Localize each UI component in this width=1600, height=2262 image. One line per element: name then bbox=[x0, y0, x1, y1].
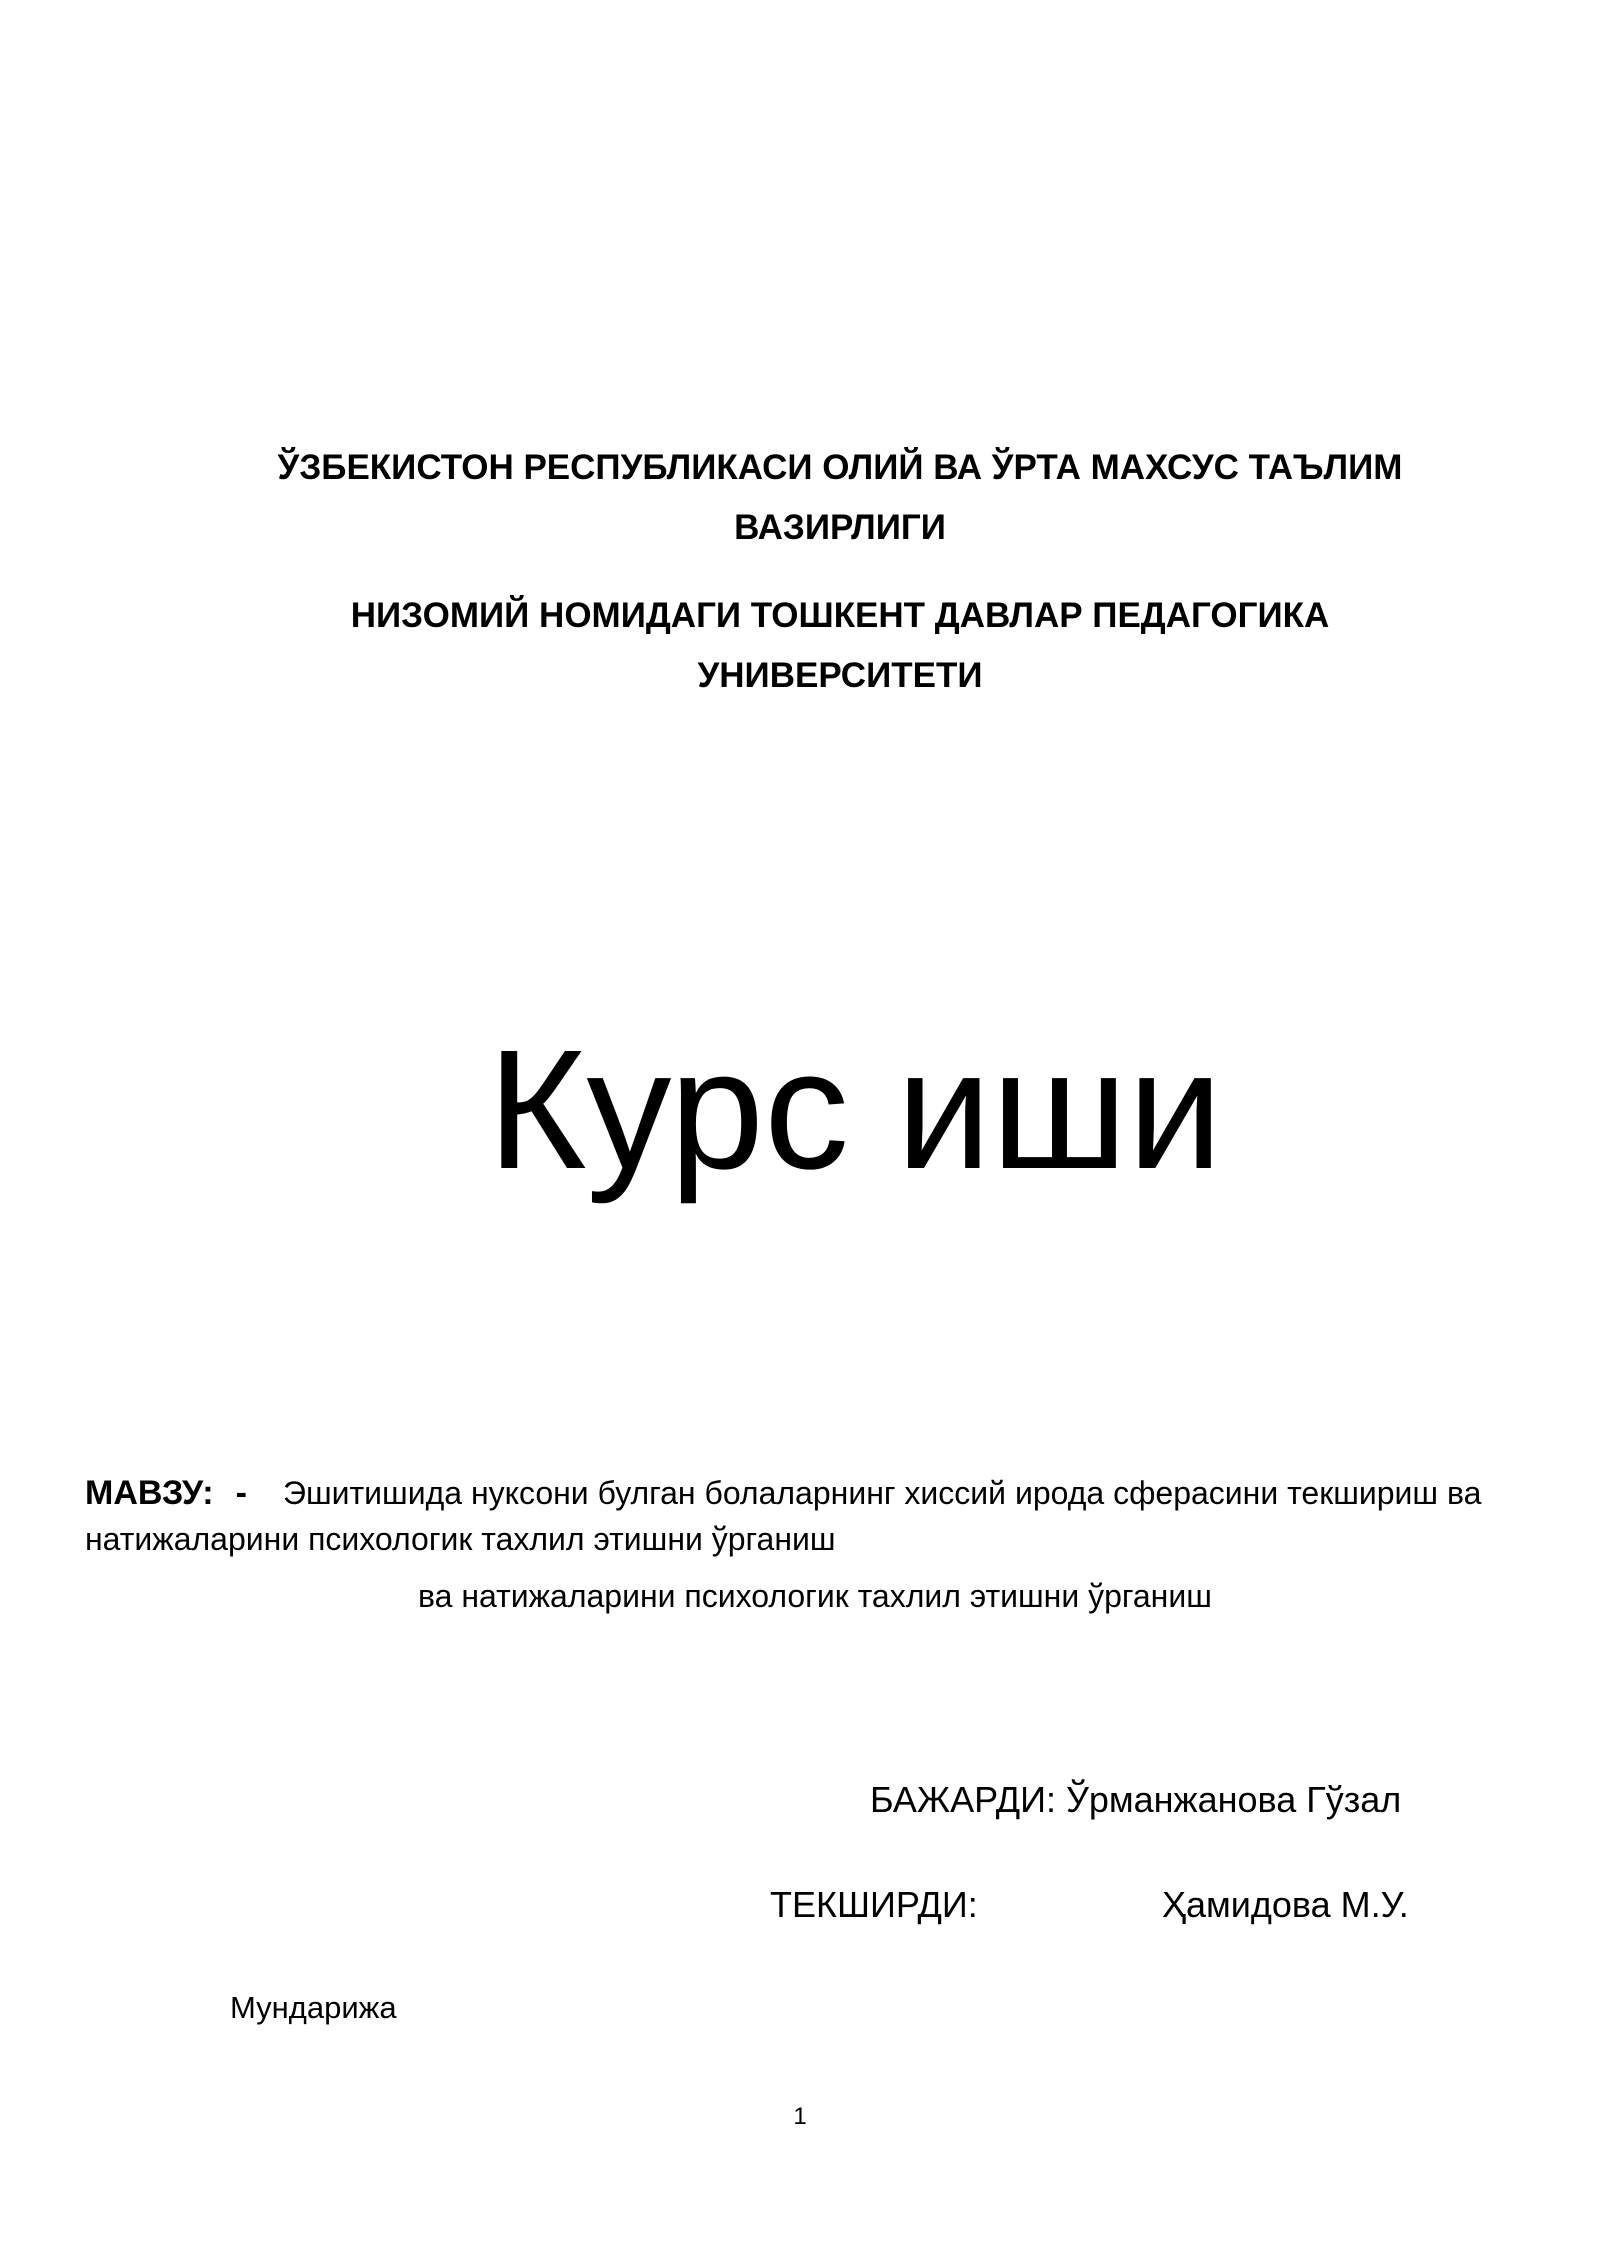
topic-separator: - bbox=[235, 1474, 247, 1512]
university-heading-line1: НИЗОМИЙ НОМИДАГИ ТОШКЕНТ ДАВЛАР ПЕДАГОГИКА bbox=[350, 596, 1330, 635]
ministry-heading bbox=[180, 438, 1500, 558]
done-by-line: БАЖАРДИ: Ўрманжанова Гўзал bbox=[870, 1779, 1402, 1820]
topic-repeat-line: ва натижаларини психологик тахлил этишни ўрганиш bbox=[418, 1578, 1212, 1614]
topic-paragraph bbox=[85, 1470, 1565, 1562]
document-title: Курс иши bbox=[487, 1015, 1223, 1205]
ministry-heading-line2: ВАЗИРЛИГИ bbox=[734, 508, 946, 547]
table-of-contents-heading: Мундарижа bbox=[230, 1990, 397, 2025]
university-heading bbox=[180, 586, 1500, 706]
page-number: 1 bbox=[793, 2103, 807, 2130]
checked-by-name: Ҳамидова М.У. bbox=[1162, 1884, 1409, 1925]
topic-label: МАВЗУ: bbox=[85, 1474, 214, 1512]
ministry-heading-line1: ЎЗБЕКИСТОН РЕСПУБЛИКАСИ ОЛИЙ ВА ЎРТА МАХСУС ТАЪЛИМ bbox=[277, 448, 1403, 487]
university-heading-line2: УНИВЕРСИТЕТИ bbox=[697, 656, 983, 695]
topic-text: Эшитишида нуксони булган болаларнинг хиссий ирода сферасини текшириш ва натижаларини психологик тахлил этишни ўрганиш bbox=[85, 1475, 1482, 1557]
checked-by-label: ТЕКШИРДИ: bbox=[770, 1884, 978, 1925]
